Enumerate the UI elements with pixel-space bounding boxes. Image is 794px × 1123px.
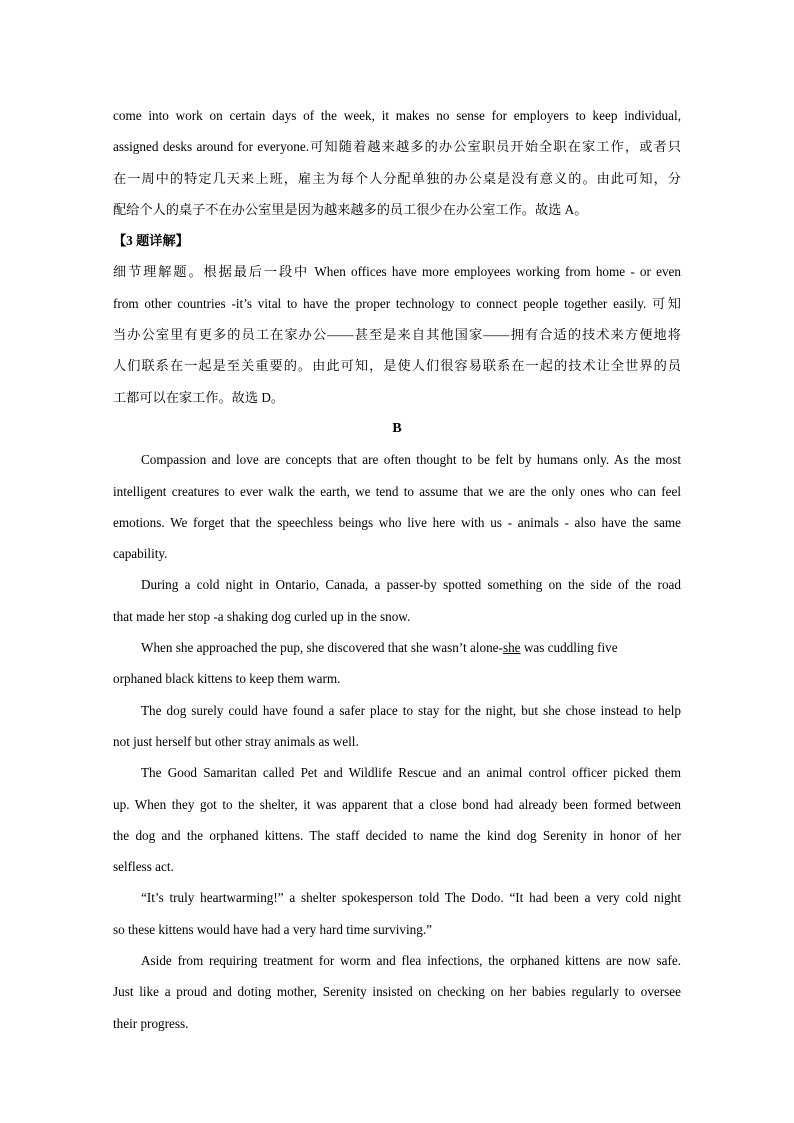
text-line: the dog and the orphaned kittens. The staff decided to name the kind dog Serenity in honor of her bbox=[113, 827, 681, 843]
underlined-word: she bbox=[502, 640, 521, 656]
text-line: come into work on certain days of the week, it makes no sense for employers to keep individual, bbox=[113, 108, 681, 123]
text-line: from other countries -it’s vital to have the proper technology to connect people together easily. 可知 bbox=[113, 295, 681, 311]
text-line: that made her stop -a shaking dog curled up in the snow. bbox=[113, 608, 411, 624]
text-line: 当办公室里有更多的员工在家办公——甚至是来自其他国家——拥有合适的技术来方便地将 bbox=[113, 327, 681, 343]
text-line: During a cold night in Ontario, Canada, a passer-by spotted something on the side of the road bbox=[141, 577, 681, 593]
text-line: 细节理解题。根据最后一段中 When offices have more employees working from home - or even bbox=[113, 264, 681, 280]
text-line: intelligent creatures to ever walk the earth, we tend to assume that we are the only ones who can feel bbox=[113, 483, 681, 499]
text-line: selfless act. bbox=[113, 859, 174, 875]
passage-title: B bbox=[392, 420, 402, 436]
text-line: capability. bbox=[113, 546, 168, 562]
text-line bbox=[113, 632, 681, 663]
text-segment: When she approached the pup, she discovered that she wasn’t alone- bbox=[141, 640, 503, 656]
text-line: 在一周中的特定几天来上班，雇主为每个人分配单独的办公桌是没有意义的。由此可知，分 bbox=[113, 170, 681, 186]
text-line: so these kittens would have had a very hard time surviving.” bbox=[113, 921, 432, 937]
text-line: “It’s truly heartwarming!” a shelter spokesperson told The Dodo. “It had been a very cold night bbox=[141, 890, 681, 906]
text-segment: was cuddling five bbox=[520, 640, 618, 656]
text-line: Compassion and love are concepts that are often thought to be felt by humans only. As the most bbox=[141, 452, 681, 468]
text-line: Aside from requiring treatment for worm and flea infections, the orphaned kittens are now safe. bbox=[141, 953, 681, 969]
text-line: up. When they got to the shelter, it was apparent that a close bond had already been formed between bbox=[113, 796, 681, 812]
text-line: 配给个人的桌子不在办公室里是因为越来越多的员工很少在办公室工作。故选 A。 bbox=[113, 201, 588, 217]
text-line: emotions. We forget that the speechless beings who live here with us - animals - also have the same bbox=[113, 514, 681, 530]
text-line: The Good Samaritan called Pet and Wildlife Rescue and an animal control officer picked them bbox=[141, 765, 681, 781]
text-line: their progress. bbox=[113, 1015, 189, 1031]
text-line: not just herself but other stray animals as well. bbox=[113, 733, 359, 749]
section-heading: 【3 题详解】 bbox=[113, 233, 189, 249]
text-line: 工都可以在家工作。故选 D。 bbox=[113, 389, 285, 405]
text-line: assigned desks around for everyone.可知随着越来越多的办公室职员开始全职在家工作，或者只 bbox=[113, 139, 681, 155]
text-line: The dog surely could have found a safer place to stay for the night, but she chose instead to help bbox=[141, 702, 681, 718]
text-line: 人们联系在一起是至关重要的。由此可知，是使人们很容易联系在一起的技术让全世界的员 bbox=[113, 358, 681, 374]
text-line: orphaned black kittens to keep them warm. bbox=[113, 671, 341, 687]
document-body bbox=[113, 100, 681, 1039]
text-line: Just like a proud and doting mother, Serenity insisted on checking on her babies regularly to oversee bbox=[113, 984, 681, 1000]
